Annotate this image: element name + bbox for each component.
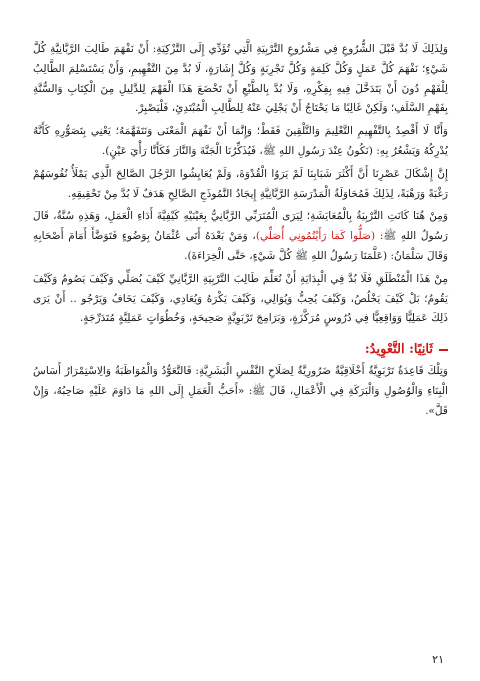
quote-text: (صَلُّوا كَمَا رَأَيْتُمُونِي أُصَلِّي) (255, 230, 376, 243)
page-body (33, 40, 448, 422)
text-run: وَلِذَلِكَ لَا بُدَّ قَبْلَ الشُّرُوعِ فِي مَشْرُوعِ التَّرْبِيَةِ الَّتِي تُؤَدِّي إِلَى التَّزْكِيَةِ: أَنْ نَفْهَمَ طَالِبَ الرَّبَّانِيَّةِ كُلَّ شَيْءٍ؛ نَفْهَمَ كُلَّ عَمَلٍ وَكُلَّ كَلِمَةٍ وَكُلَّ تَجْرِبَةٍ وَكُلَّ إِشَارَةٍ، لَا بُدَّ مِنَ التَّفْهِيمِ، وَأَنْ يَسْتَسْلِمَ الطَّالِبُ لِلْفَهْمِ دُونَ أَنْ يَتَدَخَّلَ فِيهِ بِفِكْرِهِ، وَلَا بُدَّ بِالطَّبْعِ أَنْ تَخْضَعَ هَذَا الْفَهْمَ لِلدَّلِيلِ مِنَ الْكِتَابِ وَالسُّنَّةِ بِفَهْمِ السَّلَفِ؛ وَلَكِنْ غَالِبًا مَا يَحْتَاجُ أَنْ يَجْلِيَ عَنْهُ لِلطَّالِبِ الْمُبْتَدِئِ، فَلْيَصْبِرْ. (33, 43, 448, 115)
heading-dash (439, 349, 448, 351)
text-run: ، وَمَنْ بَعْدَهُ أَتَى عُثْمَانُ بِوَضُوءٍ فَتَوَضَّأَ أَمَامَ أَصْحَابِهِ وَقَالَ سَلْمَانُ: (عَلَّمَنَا رَسُولُ اللهِ ﷺ كُلَّ شَيْءٍ، حَتَّى الْخِرَاءَةَ). (33, 230, 448, 262)
paragraph (33, 165, 448, 205)
paragraph (33, 40, 448, 119)
final-paragraph (33, 362, 448, 421)
section-heading-text: ثَانِيًا: التَّعْوِيدُ: (364, 342, 433, 358)
text-run: إِنَّ إِشْكَالَ عَصْرِنَا أَنَّ أَكْثَرَ شَبَابِنَا لَمْ يَرَوُا الْقُدْوَةَ، وَلَمْ يُعَايِشُوا الرَّجُلَ الصَّالِحَ الَّذِي يَمْلَأُ نُفُوسَهُمْ رَغْبَةً وَرَهْبَةً، لِذَلِكَ فَمُحَاوَلَةُ الْمَدْرَسَةِ الرَّبَّانِيَّةِ إِيجَادُ النَّمُوذَجِ الصَّالِحِ هَدَفٌ لَا بُدَّ مِنْ تَحْقِيقِهِ. (33, 167, 448, 200)
text-run: وَمِنْ هُنَا كَانَتِ التَّرْبِيَةُ بِالْمُعَايَشَةِ؛ لِيَرَى الْمُتَرَبِّي الرَّبَّانِيُّ بِعَيْنَيْهِ كَيْفِيَّةَ أَدَاءِ الْعَمَلِ، وَهَذِهِ سُنَّةٌ، قَالَ رَسُولُ اللهِ ﷺ: (33, 210, 448, 243)
text-run: وَأَنَّا لَا أَقْصِدُ بِالتَّفْهِيمِ التَّعْلِيمَ وَالتَّلْقِينَ فَقَطْ؛ وَإِنَّمَا أَنْ نَفْهَمَ الْمَعْنَى وَنَتَفَهَّمَهُ؛ يَعْنِي بِتَصَوُّرِهِ كَأَنَّهُ يُدْرِكُهُ وَيَشْعُرُ بِهِ: (نَكُونُ عِنْدَ رَسُولِ اللهِ ﷺ، فَيُذَكِّرُنَا الْجَنَّةَ وَالنَّارَ فَكَأَنَّا رَأْيَ عَيْنٍ). (33, 125, 448, 157)
paragraph (33, 270, 448, 329)
paragraph (33, 122, 448, 162)
paragraph (33, 207, 448, 266)
text-run: وَتِلْكَ قَاعِدَةٌ تَرْبَوِيَّةٌ أَخْلَاقِيَّةٌ ضَرُورِيَّةٌ لِصَلَاحِ النَّفْسِ الْبَشَرِيَّةِ: فَالتَّعَوُّدُ وَالْمُوَاظَبَةُ وَالِاسْتِمْرَارُ أَسَاسُ الْبِنَاءِ وَالْوُصُولِ وَالْبَرَكَةِ فِي الْأَعْمَالِ، قَالَ ﷺ: «أَحَبُّ الْعَمَلِ إِلَى اللهِ مَا دَاوَمَ عَلَيْهِ صَاحِبُهُ، وَإِنْ قَلَّ». (33, 365, 448, 417)
page-number: ٢١ (432, 653, 444, 666)
section-heading (33, 342, 448, 357)
body-text (33, 40, 448, 329)
text-run: مِنْ هَذَا الْمُنْطَلَقِ فَلَا بُدَّ فِي الْبِدَايَةِ أَنْ نُعَلِّمَ طَالِبَ التَّرْبِيَةِ الرَّبَّانِيِّ كَيْفَ يُصَلِّي وَكَيْفَ يَصُومُ وَكَيْفَ يَقُومُ؛ بَلْ كَيْفَ يَخْلُصُ، وَكَيْفَ يُحِبُّ وَيُوَالِي، وَكَيْفَ يَكْرَهُ وَيُعَادِي، وَكَيْفَ يَخَافُ وَيَرْجُو .. أَنْ يَرَى ذَلِكَ عَمَلِيًّا وَوَاقِعِيًّا فِي دُرُوسٍ مُرَكَّزَةٍ، وَبَرَامِجَ تَرْبَوِيَّةٍ صَحِيحَةٍ، وَخُطُوَاتٍ عَمَلِيَّةٍ مُتَدَرِّجَةٍ. (33, 272, 448, 325)
